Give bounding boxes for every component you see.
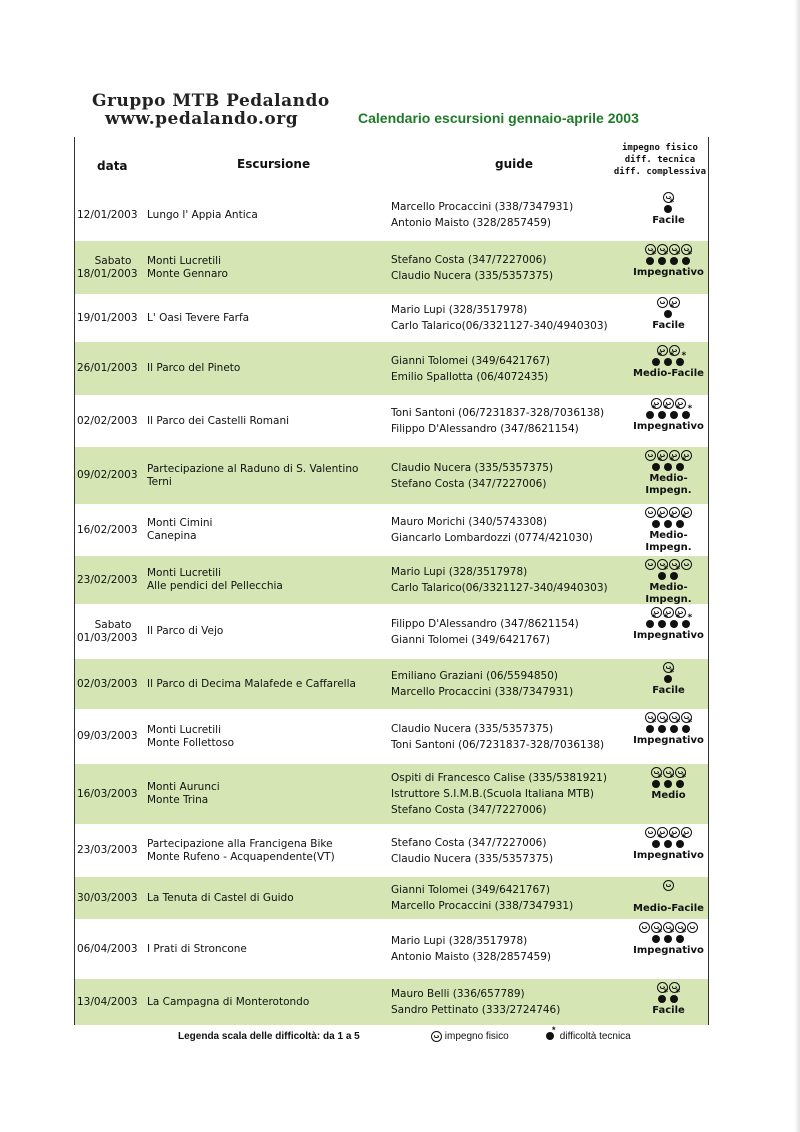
overall-difficulty: Impegnativo xyxy=(633,735,704,746)
date: 30/03/2003 xyxy=(77,891,138,904)
guides xyxy=(391,882,641,914)
excursion-name-line: Monte Gennaro xyxy=(147,267,228,280)
bomb-icon xyxy=(676,463,684,471)
physical-effort-rating xyxy=(629,827,708,838)
page-edge-shadow xyxy=(794,0,800,1132)
weekday: Sabato xyxy=(94,254,132,267)
bomb-icon xyxy=(670,995,678,1003)
excursion-name-line: Monti Lucretili xyxy=(147,254,222,267)
legend-technical xyxy=(545,1031,631,1042)
date-cell xyxy=(77,524,149,537)
bomb-icon xyxy=(664,463,672,471)
table-row xyxy=(75,189,708,241)
excursion-name-line: L' Oasi Tevere Farfa xyxy=(147,311,250,324)
weekday: Sabato xyxy=(94,618,132,631)
difficulty-cell xyxy=(629,607,708,642)
bomb-icon xyxy=(670,572,678,580)
header-guides: guide xyxy=(495,157,533,171)
excursion-name xyxy=(147,724,382,750)
legend-technical-label: difficoltà tecnica xyxy=(559,1031,631,1042)
smiley-icon xyxy=(431,1031,442,1042)
excursion-name xyxy=(147,838,382,864)
technical-difficulty-rating xyxy=(629,203,708,214)
guide-name: Mario Lupi (328/3517978) xyxy=(391,566,528,578)
excursion-name-line: I Prati di Stroncone xyxy=(147,942,247,955)
overall-difficulty: Medio-Impegn. xyxy=(645,530,692,553)
guide-name: Emiliano Graziani (06/5594850) xyxy=(391,670,558,682)
technical-difficulty-rating xyxy=(629,993,708,1004)
date-cell xyxy=(77,415,149,428)
technical-difficulty-rating xyxy=(629,570,708,581)
overall-difficulty: Impegnativo xyxy=(633,850,704,861)
technical-difficulty-rating xyxy=(629,673,708,684)
excursion-name xyxy=(147,209,382,222)
bomb-icon xyxy=(652,358,660,366)
guide-name: Carlo Talarico(06/3321127-340/4940303) xyxy=(391,582,608,594)
guides xyxy=(391,405,641,437)
smiley-icon xyxy=(657,297,668,308)
bomb-icon xyxy=(682,725,690,733)
bomb-icon xyxy=(670,725,678,733)
bomb-icon xyxy=(664,780,672,788)
bomb-icon xyxy=(652,520,660,528)
difficulty-cell xyxy=(629,507,708,554)
excursion-name xyxy=(147,567,382,593)
date: 09/02/2003 xyxy=(77,469,138,481)
excursion-table xyxy=(74,137,709,1025)
table-row xyxy=(75,709,708,764)
guides xyxy=(391,564,641,596)
guide-name: Filippo D'Alessandro (347/8621154) xyxy=(391,617,579,630)
bomb-icon xyxy=(664,675,672,683)
guide-name: Stefano Costa (347/7227006) xyxy=(391,253,547,266)
date-cell xyxy=(77,209,149,222)
difficulty-cell xyxy=(629,398,708,433)
guides xyxy=(391,986,641,1018)
excursion-name xyxy=(147,781,382,807)
excursion-name xyxy=(147,312,382,325)
technical-difficulty-rating xyxy=(629,255,708,266)
technical-difficulty-rating xyxy=(629,618,708,629)
table-row xyxy=(75,824,708,877)
guide-name: Mauro Belli (336/657789) xyxy=(391,988,525,1000)
bomb-icon xyxy=(664,310,672,318)
date: 16/02/2003 xyxy=(77,523,138,536)
date-cell xyxy=(77,255,149,281)
guides xyxy=(391,835,641,867)
guide-name: Toni Santoni (06/7231837-328/7036138) xyxy=(391,407,605,419)
guides xyxy=(391,514,641,546)
physical-effort-rating xyxy=(629,244,708,255)
overall-difficulty: Impegnativo xyxy=(633,421,704,432)
difficulty-cell xyxy=(629,880,708,915)
guide-name: Stefano Costa (347/7227006) xyxy=(391,804,547,816)
excursion-name-line: Il Parco di Decima Malafede e Caffarella xyxy=(147,677,356,690)
technical-difficulty-rating xyxy=(629,409,708,420)
excursion-name-line: Alle pendici del Pellecchia xyxy=(147,580,283,592)
bomb-icon xyxy=(646,411,654,419)
guide-name: Mario Lupi (328/3517978) xyxy=(391,935,528,947)
excursion-name xyxy=(147,517,382,543)
physical-effort-rating xyxy=(629,345,708,356)
table-row xyxy=(75,241,708,294)
guide-name: Ospiti di Francesco Calise (335/5381921) xyxy=(391,772,607,784)
legend-physical-label: impegno fisico xyxy=(444,1031,509,1043)
bomb-icon xyxy=(682,620,690,628)
date: 16/03/2003 xyxy=(77,787,138,800)
guides xyxy=(391,616,641,648)
bomb-icon xyxy=(682,257,690,265)
guides xyxy=(391,302,641,334)
bomb-icon xyxy=(658,257,666,265)
date: 23/02/2003 xyxy=(77,573,138,586)
bomb-icon xyxy=(652,780,660,788)
table-row xyxy=(75,877,708,919)
difficulty-cell xyxy=(629,922,708,957)
table-row xyxy=(75,979,708,1025)
guides xyxy=(391,668,641,700)
physical-effort-rating xyxy=(629,982,708,993)
bomb-icon xyxy=(646,257,654,265)
difficulty-cell xyxy=(629,712,708,747)
guides xyxy=(391,460,641,492)
guide-name: Antonio Maisto (328/2857459) xyxy=(391,951,552,963)
guide-name: Mario Lupi (328/3517978) xyxy=(391,304,528,316)
excursion-name-line: La Campagna di Monterotondo xyxy=(147,995,310,1008)
date: 18/01/2003 xyxy=(77,267,138,280)
excursion-name xyxy=(147,625,382,638)
guides xyxy=(391,252,641,284)
excursion-name-line: Canepina xyxy=(147,530,197,542)
smiley-icon xyxy=(639,922,650,933)
guide-name: Claudio Nucera (335/5357375) xyxy=(391,852,554,865)
date-cell xyxy=(77,892,149,905)
bomb-icon xyxy=(652,840,660,848)
overall-difficulty: Medio-Impegn. xyxy=(645,582,692,605)
technical-difficulty-rating xyxy=(629,838,708,849)
table-row xyxy=(75,342,708,395)
guide-name: Claudio Nucera (335/5357375) xyxy=(391,269,554,282)
table-row xyxy=(75,659,708,709)
physical-effort-rating xyxy=(629,662,708,673)
bomb-icon xyxy=(682,411,690,419)
bomb-icon xyxy=(676,780,684,788)
table-row xyxy=(75,919,708,979)
bomb-icon xyxy=(676,935,684,943)
physical-effort-rating xyxy=(629,192,708,203)
bomb-icon xyxy=(658,411,666,419)
excursion-name xyxy=(147,255,382,281)
technical-difficulty-rating xyxy=(629,356,708,367)
overall-difficulty: Impegnativo xyxy=(633,630,704,641)
excursion-name xyxy=(147,892,382,905)
difficulty-cell xyxy=(629,827,708,862)
overall-difficulty: Facile xyxy=(652,685,685,696)
guides xyxy=(391,933,641,965)
guide-name: Stefano Costa (347/7227006) xyxy=(391,477,547,490)
bomb-icon xyxy=(670,257,678,265)
guide-name: Claudio Nucera (335/5357375) xyxy=(391,461,554,474)
bomb-icon xyxy=(658,572,666,580)
excursion-name-line: Lungo l' Appia Antica xyxy=(147,208,258,221)
date-cell xyxy=(77,469,149,482)
bomb-icon xyxy=(664,358,672,366)
guides xyxy=(391,199,641,231)
excursion-name-line: La Tenuta di Castel di Guido xyxy=(147,891,294,904)
excursion-name-line: Monti Aurunci xyxy=(147,781,220,793)
date-cell xyxy=(77,362,149,375)
smiley-icon xyxy=(645,507,656,518)
excursion-name xyxy=(147,415,382,428)
guide-name: Mauro Morichi (340/5743308) xyxy=(391,516,547,528)
technical-difficulty-rating xyxy=(629,518,708,529)
technical-difficulty-rating xyxy=(629,933,708,944)
guides xyxy=(391,770,641,818)
physical-effort-rating xyxy=(629,507,708,518)
excursion-name-line: Partecipazione alla Francigena Bike xyxy=(147,837,333,850)
excursion-name xyxy=(147,362,382,375)
excursion-name-line: Monte Rufeno - Acquapendente(VT) xyxy=(147,850,335,863)
physical-effort-rating xyxy=(629,559,708,570)
overall-difficulty: Medio-Facile xyxy=(633,903,704,914)
excursion-name-line: Monte Trina xyxy=(147,794,209,806)
table-header xyxy=(75,137,708,189)
difficulty-cell xyxy=(629,982,708,1017)
guide-name: Giancarlo Lombardozzi (0774/421030) xyxy=(391,532,593,544)
excursion-name-line: Partecipazione al Raduno di S. Valentino xyxy=(147,462,359,475)
legend-scale: Legenda scala delle difficoltà: da 1 a 5 xyxy=(178,1031,360,1042)
excursion-name xyxy=(147,996,382,1009)
guides xyxy=(391,353,641,385)
bomb-icon xyxy=(658,995,666,1003)
bomb-icon xyxy=(670,411,678,419)
date: 02/03/2003 xyxy=(77,677,138,690)
difficulty-cell xyxy=(629,297,708,332)
physical-effort-rating xyxy=(629,450,708,461)
technical-difficulty-rating xyxy=(629,723,708,734)
bomb-icon xyxy=(664,520,672,528)
header-technical-difficulty: diff. tecnica xyxy=(624,155,696,165)
difficulty-cell xyxy=(629,767,708,802)
overall-difficulty: Medio xyxy=(651,790,686,801)
excursion-name-line: Il Parco del Pineto xyxy=(147,362,241,374)
bomb-icon xyxy=(646,620,654,628)
date-cell xyxy=(77,574,149,587)
header-difficulty xyxy=(614,142,706,178)
smiley-icon xyxy=(663,880,674,891)
difficulty-cell xyxy=(629,244,708,279)
bomb-icon xyxy=(652,935,660,943)
date-cell xyxy=(77,312,149,325)
difficulty-cell xyxy=(629,345,708,380)
guide-name: Marcello Procaccini (338/7347931) xyxy=(391,201,574,213)
table-row xyxy=(75,447,708,504)
smiley-icon xyxy=(687,922,698,933)
guide-name: Toni Santoni (06/7231837-328/7036138) xyxy=(391,738,605,751)
table-row xyxy=(75,604,708,659)
table-row xyxy=(75,395,708,447)
guide-name: Filippo D'Alessandro (347/8621154) xyxy=(391,423,579,435)
bomb-icon xyxy=(646,725,654,733)
calendar-title: Calendario escursioni gennaio-aprile 2003 xyxy=(358,110,639,126)
legend-physical xyxy=(430,1031,509,1042)
guide-name: Claudio Nucera (335/5357375) xyxy=(391,722,554,735)
header-excursion: Escursione xyxy=(237,157,311,171)
date: 06/04/2003 xyxy=(77,942,138,955)
date-cell xyxy=(77,619,149,645)
smiley-icon xyxy=(645,827,656,838)
physical-effort-rating xyxy=(629,880,708,891)
bomb-icon xyxy=(664,205,672,213)
date-cell xyxy=(77,678,149,691)
excursion-name-line: Monti Cimini xyxy=(147,517,213,529)
smiley-icon xyxy=(645,559,656,570)
date: 01/03/2003 xyxy=(77,631,138,644)
bomb-icon xyxy=(676,520,684,528)
guide-name: Carlo Talarico(06/3321127-340/4940303) xyxy=(391,320,608,332)
bomb-icon xyxy=(658,620,666,628)
difficulty-cell xyxy=(629,450,708,497)
date-cell xyxy=(77,844,149,857)
bomb-icon xyxy=(676,840,684,848)
overall-difficulty: Impegnativo xyxy=(633,945,704,956)
guide-name: Sandro Pettinato (333/2724746) xyxy=(391,1004,561,1016)
overall-difficulty: Facile xyxy=(652,215,685,226)
overall-difficulty: Impegnativo xyxy=(633,267,704,278)
guides xyxy=(391,721,641,753)
table-row xyxy=(75,504,708,556)
date-cell xyxy=(77,730,149,743)
guide-name: Marcello Procaccini (338/7347931) xyxy=(391,686,574,698)
org-url: www.pedalando.org xyxy=(105,109,299,129)
guide-name: Marcello Procaccini (338/7347931) xyxy=(391,900,574,912)
excursion-name-line: Monte Follettoso xyxy=(147,736,234,749)
difficulty-cell xyxy=(629,559,708,606)
table-row xyxy=(75,764,708,824)
header-date: data xyxy=(97,159,128,173)
smiley-icon xyxy=(681,559,692,570)
date: 02/02/2003 xyxy=(77,414,138,427)
excursion-name-line: Il Parco dei Castelli Romani xyxy=(147,414,290,427)
excursion-name-line: Il Parco di Vejo xyxy=(147,625,224,637)
date: 19/01/2003 xyxy=(77,311,138,324)
excursion-name xyxy=(147,678,382,691)
physical-effort-rating xyxy=(629,607,708,618)
smiley-icon xyxy=(645,450,656,461)
date-cell xyxy=(77,943,149,956)
guide-name: Antonio Maisto (328/2857459) xyxy=(391,217,552,229)
technical-difficulty-rating xyxy=(629,891,708,902)
bomb-icon xyxy=(664,935,672,943)
table-row xyxy=(75,556,708,604)
header-overall-difficulty: diff. complessiva xyxy=(613,167,706,177)
bomb-icon xyxy=(652,463,660,471)
date: 13/04/2003 xyxy=(77,995,138,1008)
guide-name: Gianni Tolomei (349/6421767) xyxy=(391,633,550,646)
bomb-icon xyxy=(664,840,672,848)
physical-effort-rating xyxy=(629,922,708,933)
bomb-icon xyxy=(546,1032,554,1040)
date-cell xyxy=(77,788,149,801)
excursion-name xyxy=(147,943,382,956)
excursion-name-line: Terni xyxy=(147,475,172,488)
bomb-icon xyxy=(670,620,678,628)
guide-name: Gianni Tolomei (349/6421767) xyxy=(391,884,550,896)
guide-name: Istruttore S.I.M.B.(Scuola Italiana MTB) xyxy=(391,788,594,800)
org-name: Gruppo MTB Pedalando xyxy=(92,91,330,111)
date: 23/03/2003 xyxy=(77,844,138,856)
overall-difficulty: Facile xyxy=(652,1005,685,1016)
excursion-name xyxy=(147,463,382,489)
guide-name: Emilio Spallotta (06/4072435) xyxy=(391,370,549,383)
physical-effort-rating xyxy=(629,297,708,308)
physical-effort-rating xyxy=(629,767,708,778)
guide-name: Gianni Tolomei (349/6421767) xyxy=(391,354,550,367)
difficulty-cell xyxy=(629,192,708,227)
bomb-icon xyxy=(658,725,666,733)
technical-difficulty-rating xyxy=(629,778,708,789)
technical-difficulty-rating xyxy=(629,461,708,472)
date-cell xyxy=(77,996,149,1009)
date: 09/03/2003 xyxy=(77,730,138,742)
overall-difficulty: Medio-Facile xyxy=(633,368,704,379)
date: 12/01/2003 xyxy=(77,208,138,221)
physical-effort-rating xyxy=(629,712,708,723)
header-physical-effort: impegno fisico xyxy=(622,143,698,153)
guide-name: Stefano Costa (347/7227006) xyxy=(391,836,547,849)
excursion-name-line: Monti Lucretili xyxy=(147,567,222,579)
overall-difficulty: Facile xyxy=(652,320,685,331)
table-row xyxy=(75,294,708,342)
overall-difficulty: Medio-Impegn. xyxy=(645,473,692,496)
difficulty-cell xyxy=(629,662,708,697)
excursion-name-line: Monti Lucretili xyxy=(147,723,222,736)
physical-effort-rating xyxy=(629,398,708,409)
technical-difficulty-rating xyxy=(629,308,708,319)
date: 26/01/2003 xyxy=(77,362,138,374)
bomb-icon xyxy=(676,358,684,366)
